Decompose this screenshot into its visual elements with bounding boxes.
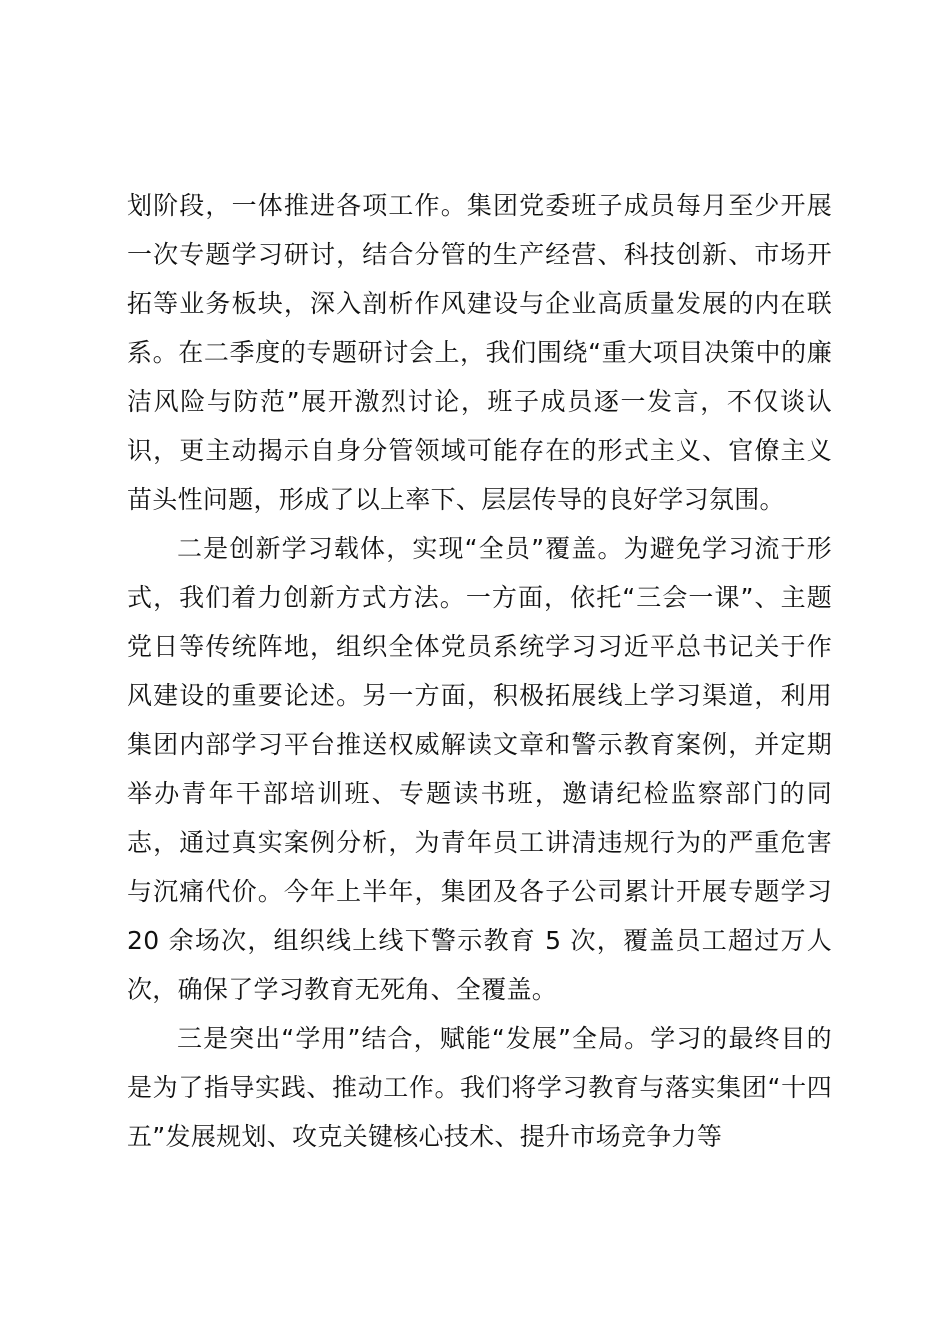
paragraph-point-three: 三是突出“学用”结合，赋能“发展”全局。学习的最终目的是为了指导实践、推动工作。我们将学习教育与落实集团“十四五”发展规划、攻克关键核心技术、提升市场竞争力等 (127, 1024, 832, 1151)
paragraph-continuation: 划阶段，一体推进各项工作。集团党委班子成员每月至少开展一次专题学习研讨，结合分管的生产经营、科技创新、市场开拓等业务板块，深入剖析作风建设与企业高质量发展的内在联系。在二季度的专题研讨会上，我们围绕“重大项目决策中的廉洁风险与防范”展开激烈讨论，班子成员逐一发言，不仅谈认识，更主动揭示自身分管领域可能存在的形式主义、官僚主义苗头性问题，形成了以上率下、层层传导的良好学习氛围。 (127, 191, 832, 514)
document-body (127, 181, 832, 1161)
paragraph-point-two: 二是创新学习载体，实现“全员”覆盖。为避免学习流于形式，我们着力创新方式方法。一方面，依托“三会一课”、主题党日等传统阵地，组织全体党员系统学习习近平总书记关于作风建设的重要论述。另一方面，积极拓展线上学习渠道，利用集团内部学习平台推送权威解读文章和警示教育案例，并定期举办青年干部培训班、专题读书班，邀请纪检监察部门的同志，通过真实案例分析，为青年员工讲清违规行为的严重危害与沉痛代价。今年上半年，集团及各子公司累计开展专题学习 20 余场次，组织线上线下警示教育 5 次，覆盖员工超过万人次，确保了学习教育无死角、全覆盖。 (127, 534, 832, 1004)
